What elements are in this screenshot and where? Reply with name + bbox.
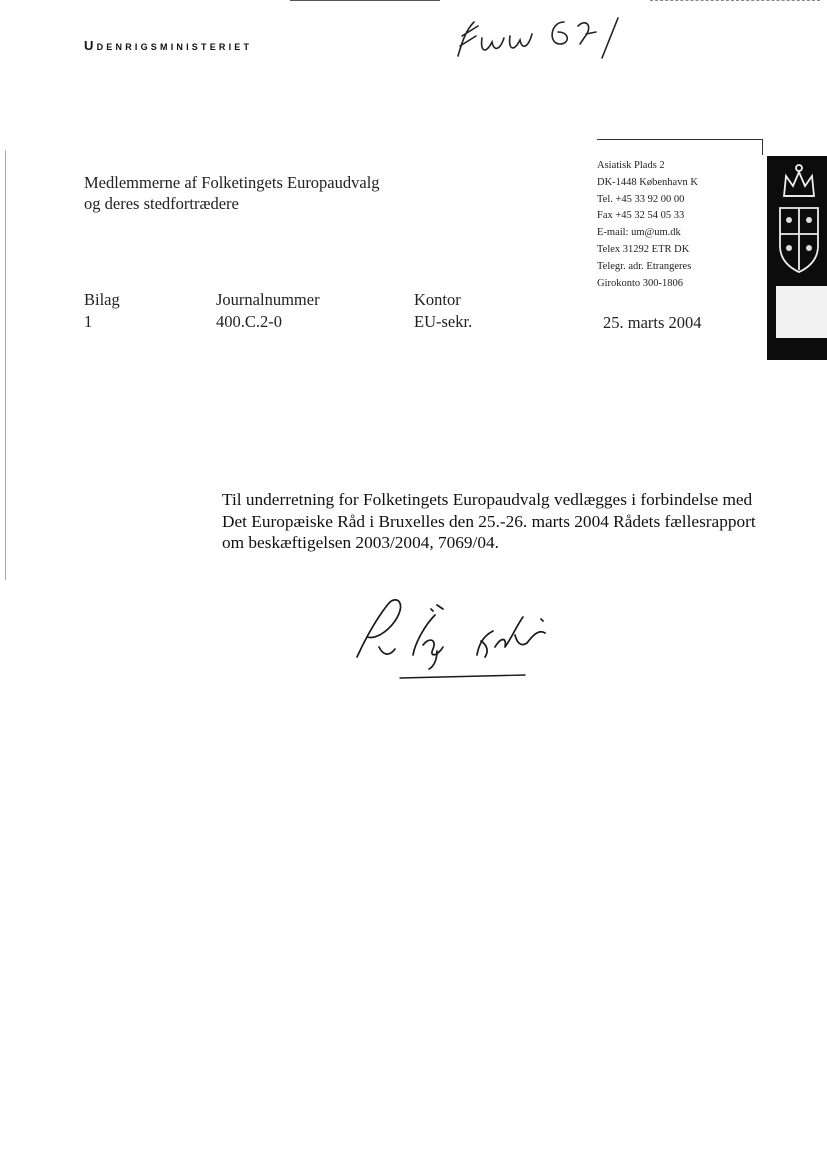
body-line: Det Europæiske Råd i Bruxelles den 25.-26. marts 2004 Rådets fællesrapport xyxy=(222,511,756,531)
address-line: Tel. +45 33 92 00 00 xyxy=(597,193,685,205)
coat-of-arms-icon xyxy=(774,160,824,284)
body-line: om beskæftigelsen 2003/2004, 7069/04. xyxy=(222,533,499,552)
recipient-line: og deres stedfortrædere xyxy=(84,194,239,213)
handwritten-reference-note xyxy=(452,12,632,64)
kontor-value: EU-sekr. xyxy=(414,312,473,331)
journal-value: 400.C.2-0 xyxy=(216,312,282,331)
handwritten-signature xyxy=(345,595,585,690)
journal-label: Journalnummer xyxy=(216,290,320,309)
letter-body xyxy=(222,489,782,554)
address-line: E-mail: um@um.dk xyxy=(597,227,681,239)
body-line: Til underretning for Folketingets Europaudvalg vedlægges i forbindelse med xyxy=(222,490,753,509)
letter-date: 25. marts 2004 xyxy=(603,313,702,332)
recipient-line: Medlemmerne af Folketingets Europaudvalg xyxy=(84,173,380,192)
bilag-value: 1 xyxy=(84,312,93,331)
coat-of-arms-blank xyxy=(776,286,827,338)
kontor-label: Kontor xyxy=(414,290,461,309)
scan-margin-line xyxy=(5,150,6,580)
address-line: Girokonto 300-1806 xyxy=(597,277,684,289)
ministry-name: Udenrigsministeriet xyxy=(84,38,253,53)
scan-edge-line xyxy=(290,0,440,1)
bilag-label: Bilag xyxy=(84,290,120,309)
address-line: Telegr. adr. Etrangeres xyxy=(597,260,692,272)
address-block xyxy=(597,158,698,292)
address-line: DK-1448 København K xyxy=(597,176,698,188)
address-line: Telex 31292 ETR DK xyxy=(597,243,690,255)
address-rule-vertical xyxy=(762,139,763,155)
recipient-block xyxy=(84,172,380,214)
scan-edge-dash xyxy=(650,0,820,2)
address-rule xyxy=(597,139,762,140)
address-line: Asiatisk Plads 2 xyxy=(597,160,665,171)
address-line: Fax +45 32 54 05 33 xyxy=(597,210,685,222)
